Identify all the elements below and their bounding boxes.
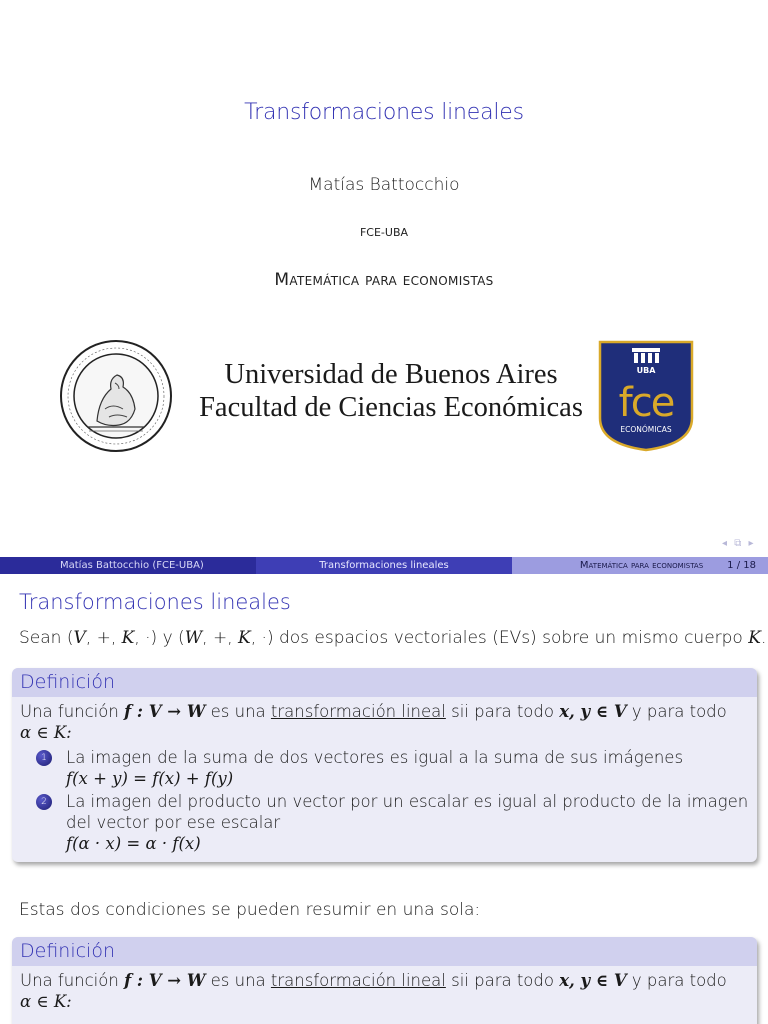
university-line-1: Universidad de Buenos Aires	[224, 359, 558, 390]
definition-heading: Definición	[12, 937, 757, 966]
page-number: 1 / 18	[727, 560, 756, 571]
definition-statement: Una función f : V → W es una transformación lineal sii para todo x, y ∈ V y para todo α ∈ K:	[20, 702, 727, 742]
footer-author: Matías Battocchio (FCE-UBA)	[0, 557, 256, 574]
footer-title: Transformaciones lineales	[256, 557, 512, 574]
presentation-title: Transformaciones lineales	[244, 100, 524, 125]
frame-title: Transformaciones lineales	[19, 590, 291, 614]
definition-heading: Definición	[12, 668, 757, 697]
svg-text:ECONÓMICAS: ECONÓMICAS	[620, 425, 672, 434]
list-item	[20, 747, 749, 789]
condition-formula: f(α · x) = α · f(x)	[66, 834, 201, 853]
intro-sentence: Sean (V, +, K, ·) y (W, +, K, ·) dos espacios vectoriales (EVs) sobre un mismo cuerpo K.	[19, 628, 767, 648]
summary-sentence: Estas dos condiciones se pueden resumir en una sola:	[19, 900, 481, 920]
course-name: Matemática para economistas	[274, 270, 494, 290]
university-line-2: Facultad de Ciencias Económicas	[199, 392, 583, 423]
university-name	[181, 358, 601, 424]
definition-block-2	[12, 937, 757, 1024]
definition-body	[12, 697, 757, 862]
definition-statement: Una función f : V → W es una transformación lineal sii para todo x, y ∈ V y para todo α ∈ K:	[20, 971, 727, 1011]
number-bullet-icon: 1	[36, 750, 52, 766]
number-bullet-icon: 2	[36, 794, 52, 810]
definition-body	[12, 966, 757, 1018]
fce-logo-icon	[598, 340, 694, 452]
footer-course: Matemática para economistas	[579, 560, 704, 571]
term-linear-transformation: transformación lineal	[270, 971, 446, 990]
uba-seal-icon	[59, 339, 173, 453]
author-name: Matías Battocchio	[308, 175, 460, 195]
term-linear-transformation: transformación lineal	[270, 702, 446, 721]
condition-text: La imagen de la suma de dos vectores es igual a la suma de sus imágenes	[66, 748, 684, 767]
svg-text:UBA: UBA	[636, 366, 656, 375]
institute: FCE-UBA	[359, 226, 409, 239]
navigation-icons[interactable]: ◂ ⧉ ▸	[722, 538, 756, 549]
list-item	[20, 791, 749, 854]
footer-bar	[0, 557, 768, 574]
university-logo-banner	[55, 336, 700, 454]
condition-formula: f(x + y) = f(x) + f(y)	[66, 769, 234, 788]
definition-block-1	[12, 668, 757, 862]
conditions-list	[20, 747, 749, 854]
condition-text: La imagen del producto un vector por un escalar es igual al producto de la imagen del vector por ese escalar	[66, 792, 749, 832]
footer-right	[512, 557, 768, 574]
svg-text:fce: fce	[618, 380, 674, 426]
